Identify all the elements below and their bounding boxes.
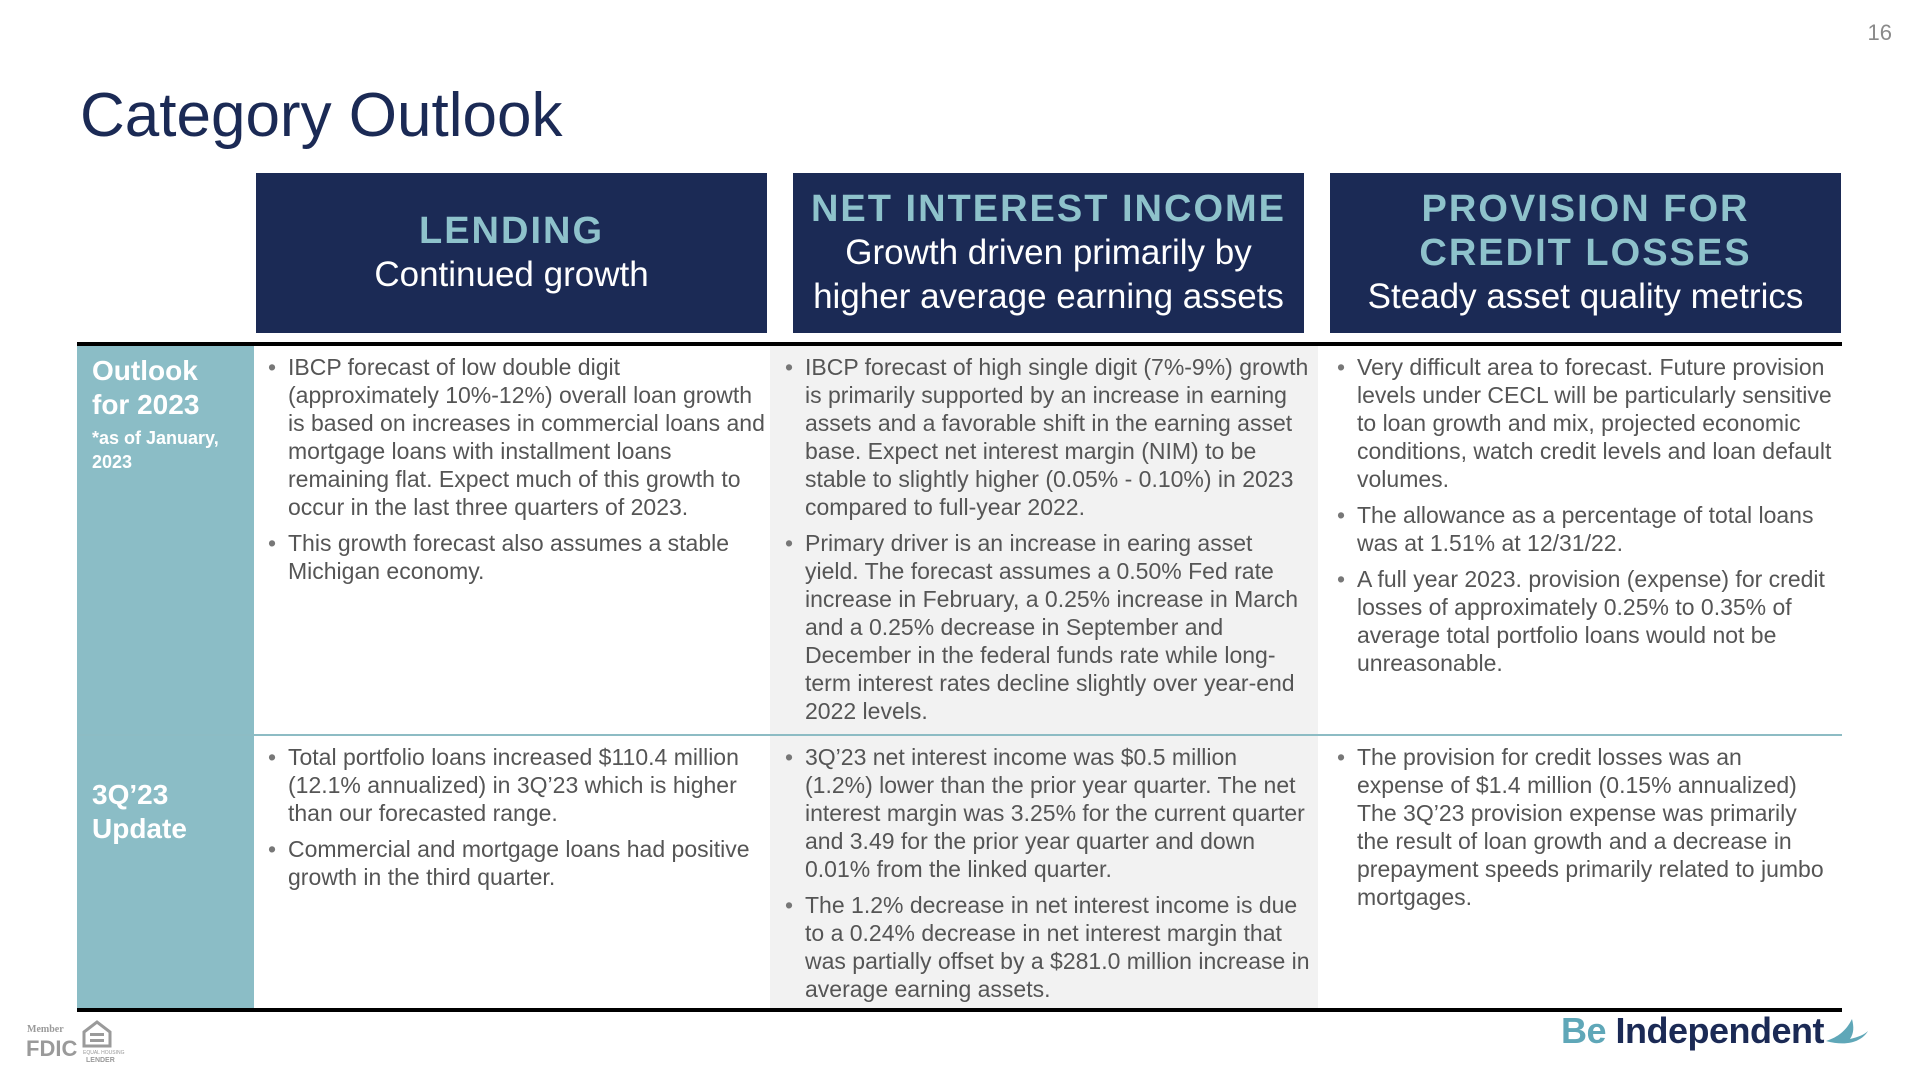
column-header-subtitle: Continued growth [374, 255, 649, 294]
list-item: • Very difficult area to forecast. Future provision levels under CECL will be particularly sensitive to loan growth and mix, projected economic conditions, watch credit levels and loan default volumes. [1337, 354, 1832, 492]
list-item: • 3Q’23 net interest income was $0.5 million (1.2%) lower than the prior year quarter. The net interest margin was 3.25% for the current quarter and 3.49 for the prior year quarter and down 0.01% from the linked quarter. [785, 744, 1305, 882]
fdic-logo-icon [26, 1018, 126, 1066]
cell-update-net-interest-income [785, 743, 1311, 1011]
cell-update-provision [1337, 743, 1833, 919]
column-header-title: NET INTEREST INCOME [810, 188, 1287, 230]
page-title: Category Outlook [80, 81, 563, 150]
column-header-title: LENDING [419, 210, 604, 252]
list-item: • IBCP forecast of low double digit (approximately 10%-12%) overall loan growth is based on increases in commercial loans and mortgage loans with installment loans remaining flat. Expect much of this growth to occur in the last three quarters of 2023. [268, 354, 765, 520]
column-header-provision [1330, 173, 1841, 333]
list-item: • Primary driver is an increase in earing asset yield. The forecast assumes a 0.50% Fed rate increase in February, a 0.25% increase in March and a 0.25% decrease in September and December in the federal funds rate while long-term interest rates decline slightly over year-end 2022 levels. [785, 530, 1299, 724]
list-item: • Commercial and mortgage loans had positive growth in the third quarter. [268, 836, 750, 890]
row-label-update [77, 736, 254, 1008]
fdic-equal-housing-logo [26, 1018, 126, 1071]
column-header-subtitle: Steady asset quality metrics [1367, 277, 1804, 316]
row-label-outlook [77, 346, 254, 734]
list-item: • The 1.2% decrease in net interest income is due to a 0.24% decrease in net interest margin that was partially offset by a $281.0 million increase in average earning assets. [785, 892, 1310, 1002]
table-top-rule [77, 342, 1842, 346]
row-label-title: Outlook for 2023 [92, 355, 200, 420]
list-item: • The provision for credit losses was an expense of $1.4 million (0.15% annualized) The 3Q’23 provision expense was primarily the result of loan growth and a decrease in prepayment speeds primarily related to jumbo mortgages. [1337, 744, 1824, 910]
table-row-divider [77, 734, 1842, 736]
brand-logo [1561, 1010, 1870, 1052]
bird-icon [1824, 1011, 1870, 1051]
page-number: 16 [1867, 20, 1892, 45]
list-item: • The allowance as a percentage of total loans was at 1.51% at 12/31/22. [1337, 502, 1814, 556]
row-label-title: 3Q’23 Update [92, 779, 187, 844]
column-header-net-interest-income [793, 173, 1304, 333]
column-header-subtitle: Growth driven primarily by higher average earning assets [813, 233, 1284, 316]
brand-wordmark: Be Independent [1560, 1010, 1824, 1051]
list-item: • Total portfolio loans increased $110.4 million (12.1% annualized) in 3Q’23 which is higher than our forecasted range. [268, 744, 739, 826]
cell-outlook-net-interest-income [785, 353, 1311, 733]
list-item: • A full year 2023. provision (expense) for credit losses of approximately 0.25% to 0.35% of average total portfolio loans would not be unreasonable. [1337, 566, 1825, 676]
list-item: • IBCP forecast of high single digit (7%-9%) growth is primarily supported by an increase in earning assets and a favorable shift in the earning asset base. Expect net interest margin (NIM) to be stable to slightly higher (0.05% - 0.10%) in 2023 compared to full-year 2022. [785, 354, 1309, 520]
column-header-lending [256, 173, 767, 333]
svg-text:LENDER: LENDER [86, 1057, 115, 1064]
column-header-title: PROVISION FOR CREDIT LOSSES [1419, 188, 1752, 274]
cell-outlook-lending [268, 353, 766, 593]
cell-outlook-provision [1337, 353, 1833, 685]
svg-text:Member: Member [27, 1024, 64, 1035]
list-item: • This growth forecast also assumes a stable Michigan economy. [268, 530, 730, 584]
cell-update-lending [268, 743, 766, 899]
row-label-note: *as of January, 2023 [92, 428, 219, 472]
svg-text:FDIC: FDIC [26, 1036, 78, 1061]
svg-text:EQUAL HOUSING: EQUAL HOUSING [83, 1050, 125, 1056]
